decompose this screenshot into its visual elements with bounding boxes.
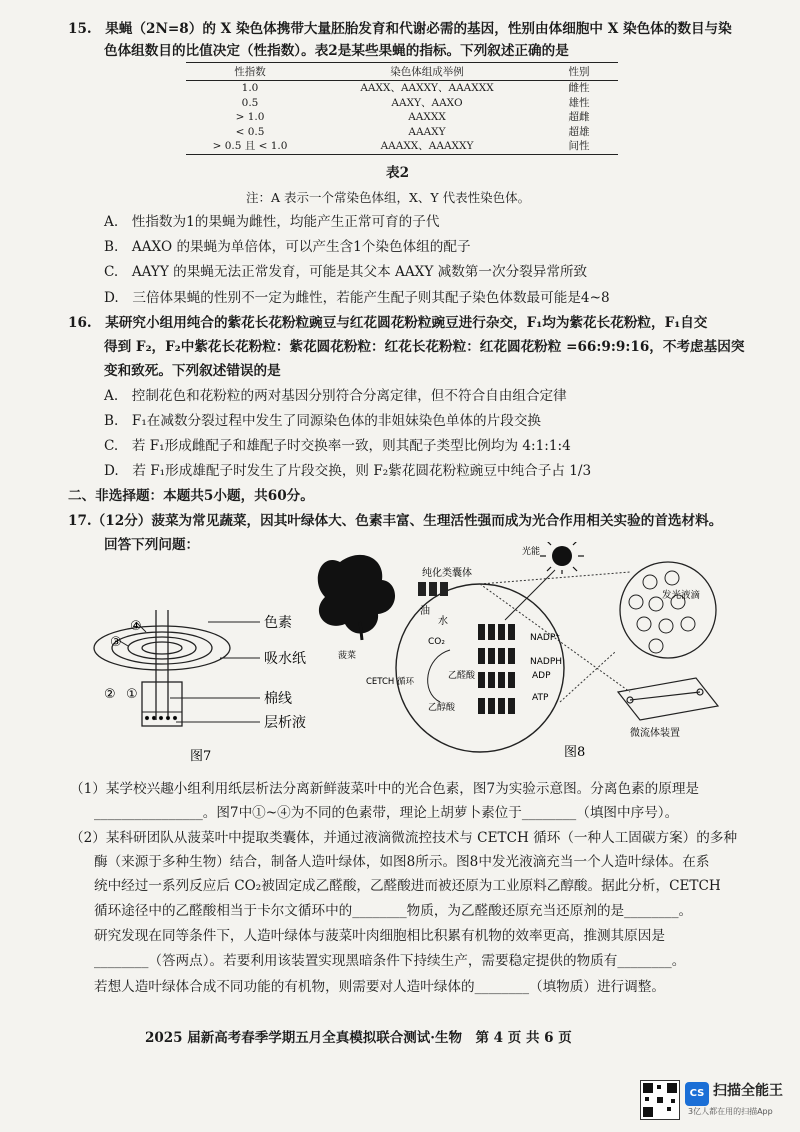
label-solvent: 层析液 [264, 715, 306, 731]
q16-option-d: D. 若 F₁形成雄配子时发生了片段交换，则 F₂紫花圆花粉粒豌豆中纯合子占 1/3 [104, 463, 592, 479]
droplet-cluster [620, 562, 716, 658]
table-cell: 超雌 [568, 111, 590, 123]
label-atp: ATP [532, 693, 549, 703]
label-nadp: NADP⁺ [530, 633, 560, 643]
thylakoid-stack-icon [418, 582, 448, 596]
label-oil: 油 [420, 606, 430, 617]
q17-part2-line3: 统中经过一系列反应后 CO₂被固定成乙醛酸，乙醛酸进而被还原为工业原料乙醇酸。据此分析，CETCH [94, 878, 721, 894]
label-cetch: CETCH 循环 [366, 677, 415, 687]
q17-stem-line2: 回答下列问题： [104, 537, 200, 553]
table-cell: AAXX、AAXXY、AAAXXX [360, 82, 494, 94]
table-cell: < 0.5 [235, 125, 265, 138]
q16-option-b: B. F₁在减数分裂过程中发生了同源染色体的非姐妹染色单体的片段交换 [104, 413, 542, 429]
label-microfluidic: 微流体装置 [630, 728, 680, 739]
table-cell: > 0.5 且 < 1.0 [186, 139, 314, 154]
table-cell: AAXXX [408, 111, 446, 123]
q17-part2-line5: 研究发现在同等条件下，人造叶绿体与菠菜叶肉细胞相比积累有机物的效率更高，推测其原因是 [94, 928, 665, 944]
microfluidic-device [618, 678, 718, 720]
label-light: 光能 [522, 547, 541, 557]
table-cell: 1.0 [241, 82, 259, 94]
table-cell: AAAXY [408, 125, 446, 138]
label-thread: 棉线 [264, 691, 292, 707]
q16-stem-line3: 变和致死。下列叙述错误的是 [104, 363, 281, 379]
q17-part2-line4: 循环途径中的乙醛酸相当于卡尔文循环中的________物质，为乙醛酸还原充当还原剂的是________。 [94, 903, 693, 919]
table-row [186, 125, 618, 140]
label-adp: ADP [532, 671, 551, 681]
table-note: 注：A 表示一个常染色体组，X、Y 代表性染色体。 [246, 190, 531, 205]
label-nadph: NADPH [530, 657, 563, 667]
label-droplet: 发光液滴 [662, 590, 701, 601]
chromatography-paper [94, 610, 230, 720]
watermark-subtitle: 3亿人都在用的扫描App [688, 1107, 773, 1116]
table-cell: 雄性 [568, 96, 590, 109]
q17-stem-line1: 17.（12分）菠菜为常见蔬菜，因其叶绿体大、色素丰富、生理活性强而成为光合作用相关实验的首选材料。 [68, 513, 723, 529]
q17-part2-line7: 若想人造叶绿体合成不同功能的有机物，则需要对人造叶绿体的________（填物质）进行调整。 [94, 979, 665, 995]
droplet-dots [629, 571, 695, 653]
table-header: 染色体组成举例 [314, 63, 540, 81]
marker-2: ② [104, 687, 116, 702]
label-thylakoid: 纯化类囊体 [422, 568, 472, 579]
table-caption: 表2 [386, 165, 410, 181]
sun-icon [540, 542, 584, 574]
q15-option-b: B. AAXO 的果蝇为单倍体，可以产生含1个染色体组的配子 [104, 239, 471, 255]
spinach-leaf-icon [318, 555, 395, 634]
table-cell: 雌性 [568, 82, 590, 94]
table-row [186, 139, 618, 154]
solvent-level [142, 712, 182, 720]
q17-part2-line6: ________（答两点）。若要利用该装置实现黑暗条件下持续生产，需要稳定提供的物质有________。 [94, 953, 686, 969]
q16-option-a: A. 控制花色和花粉粒的两对基因分别符合分离定律，但不符合自由组合定律 [104, 388, 567, 404]
cetch-cycle-arrow [428, 650, 450, 702]
label-pigment: 色素 [264, 615, 292, 631]
table-cell: > 1.0 [235, 111, 265, 123]
marker-3: ③ [110, 635, 122, 650]
q17-part2-line1: （2）某科研团队从菠菜叶中提取类囊体，并通过液滴微流控技术与 CETCH 循环（一种人工固碳方案）的多种 [70, 830, 738, 846]
q15-option-a: A. 性指数为1的果蝇为雌性，均能产生正常可育的子代 [104, 214, 440, 230]
watermark-title: 扫描全能王 [713, 1083, 783, 1099]
q15-option-d: D. 三倍体果蝇的性别不一定为雌性，若能产生配子则其配子染色体数最可能是4~8 [104, 290, 610, 306]
table-row [186, 110, 618, 125]
table-cell: AAXY、AAXO [391, 96, 463, 109]
q17-part2-line2: 酶（来源于多种生物）结合，制备人造叶绿体，如图8所示。图8中发光液滴充当一个人造叶绿体。在系 [94, 854, 710, 870]
q15-option-c: C. AAYY 的果蝇无法正常发育，可能是其父本 AAXY 减数第一次分裂异常所致 [104, 264, 588, 280]
q15-stem-line2: 色体组数目的比值决定（性指数）。表2是某些果蝇的指标。下列叙述正确的是 [104, 43, 569, 59]
page-footer: 2025 届新高考春季学期五月全真模拟联合测试·生物 第 4 页 共 6 页 [145, 1030, 572, 1046]
q16-option-c: C. 若 F₁形成雌配子和雄配子时交换率一致，则其配子类型比例均为 4:1:1:4 [104, 438, 571, 454]
camscanner-logo-icon: CS [685, 1082, 709, 1106]
figure-8-artificial-chloroplast [300, 542, 730, 757]
table-cell: AAAXX、AAAXXY [314, 139, 540, 154]
label-spinach: 菠菜 [338, 651, 357, 661]
q15-stem-line1: 15. 果蝇（2N=8）的 X 染色体携带大量胚胎发育和代谢必需的基因，性别由体细胞中 X 染色体的数目与染 [68, 21, 732, 37]
table-cell: 间性 [540, 139, 618, 154]
qr-code-icon [640, 1080, 680, 1120]
q16-stem-line2: 得到 F₂，F₂中紫花长花粉粒：紫花圆花粉粒：红花长花粉粒：红花圆花粉粒 =66:9:9:16，不考虑基因突 [104, 339, 745, 355]
label-glyoxylate: 乙醛酸 [448, 671, 476, 681]
sex-index-table [186, 62, 618, 155]
table-header: 性别 [540, 63, 618, 81]
q17-part1-line1: （1）某学校兴趣小组利用纸层析法分离新鲜菠菜叶中的光合色素，图7为实验示意图。分离色素的原理是 [70, 781, 700, 797]
marker-4: ④ [130, 619, 142, 634]
q17-part1-line2: ________________。图7中①~④为不同的色素带，理论上胡萝卜素位于________（填图中序号）。 [94, 805, 679, 821]
table-cell: 超雄 [568, 125, 590, 138]
thylakoid-stacks [478, 624, 515, 714]
table-row [186, 81, 618, 96]
section-heading: 二、非选择题：本题共5小题，共60分。 [68, 488, 314, 504]
table-cell: 0.5 [241, 96, 259, 109]
q16-stem-line1: 16. 某研究小组用纯合的紫花长花粉粒豌豆与红花圆花粉粒豌豆进行杂交，F₁均为紫花长花粉粒，F₁自交 [68, 315, 708, 331]
figure-8-caption: 图8 [564, 745, 586, 757]
table-row [186, 96, 618, 111]
label-glycolate: 乙醇酸 [428, 703, 456, 713]
label-paper: 吸水纸 [264, 651, 306, 667]
table-header: 性指数 [186, 63, 314, 81]
marker-1: ① [126, 687, 138, 702]
label-water: 水 [438, 616, 448, 627]
label-co2: CO₂ [428, 637, 445, 647]
figure-7-caption: 图7 [190, 749, 212, 764]
